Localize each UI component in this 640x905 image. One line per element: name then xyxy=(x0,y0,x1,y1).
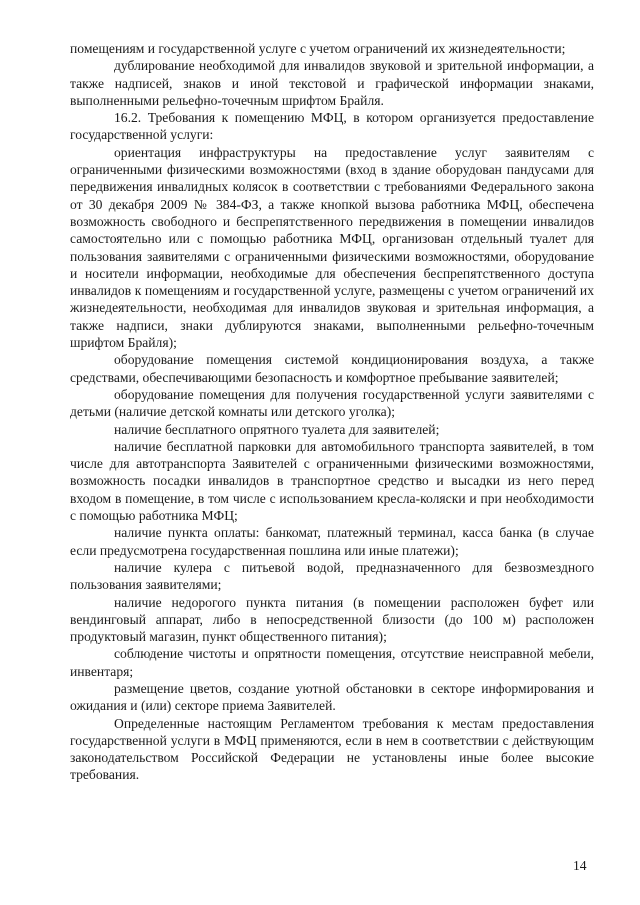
paragraph-children-room: оборудование помещения для получения государственной услуги заявителями с детьми (наличие детской комнаты или детского уголка); xyxy=(70,386,594,420)
paragraph-infrastructure: ориентация инфраструктуры на предоставление услуг заявителям с ограниченными физическими возможностями (вход в здание оборудован пандусами для передвижения инвалидных колясок в соответствии с требованиями Федерального закона от 30 декабря 2009 № 384-ФЗ, а также кнопкой вызова работника МФЦ, обеспечена возможность свободного и беспрепятственного передвижения в помещении инвалидов самостоятельно или с помощью работника МФЦ, организован отдельный туалет для пользования заявителями с ограниченными физическими возможностями, оборудование и носители информации, необходимые для обеспечения беспрепятственного доступа инвалидов к помещениям и государственной услуге, размещены с учетом ограничений их жизнедеятельности, необходимая для инвалидов звуковая и зрительная информация, а также надписи, знаки дублируются знаками, выполненными рельефно-точечным шрифтом Брайля); xyxy=(70,144,594,351)
document-body xyxy=(70,40,594,784)
page-number: 14 xyxy=(573,858,587,873)
paragraph-section-16-2-heading: 16.2. Требования к помещению МФЦ, в котором организуется предоставление государственной услуги: xyxy=(70,110,594,143)
paragraph-toilet: наличие бесплатного опрятного туалета для заявителей; xyxy=(114,421,440,437)
paragraph-water-cooler: наличие кулера с питьевой водой, предназначенного для безвозмездного пользования заявителями; xyxy=(70,559,594,593)
paragraph-cleanliness: соблюдение чистоты и опрятности помещения, отсутствие неисправной мебели, инвентаря; xyxy=(70,646,594,679)
paragraph-air-conditioning: оборудование помещения системой кондиционирования воздуха, а также средствами, обеспечивающими безопасность и комфортное пребывание заявителей; xyxy=(70,352,594,385)
paragraph-parking: наличие бесплатной парковки для автомобильного транспорта заявителей, в том числе для автотранспорта Заявителей с ограниченными физическими возможностями, возможность посадки инвалидов в транспортное средство и высадки из него перед входом в помещение, в том числе с использованием кресла-коляски и при необходимости с помощью работника МФЦ; xyxy=(70,438,594,524)
paragraph-flowers: размещение цветов, создание уютной обстановки в секторе информирования и ожидания и (или) секторе приема Заявителей. xyxy=(70,680,594,714)
paragraph-braille-duplication: дублирование необходимой для инвалидов звуковой и зрительной информации, а также надписей, знаков и иной текстовой и графической информации знаками, выполненными рельефно-точечным шрифтом Брайля. xyxy=(70,58,594,108)
paragraph-continuation: помещениям и государственной услуге с учетом ограничений их жизнедеятельности; xyxy=(70,41,566,56)
paragraph-payment-point: наличие пункта оплаты: банкомат, платежный терминал, касса банка (в случае если предусмотрена государственная пошлина или иные платежи); xyxy=(70,525,594,558)
paragraph-requirements-applicability: Определенные настоящим Регламентом требования к местам предоставления государственной услуги в МФЦ применяются, если в нем в соответствии с действующим законодательством Российской Федерации не установлены иные более высокие требования. xyxy=(70,715,594,783)
paragraph-food-point: наличие недорогого пункта питания (в помещении расположен буфет или вендинговый аппарат, либо в непосредственной близости (до 100 м) расположен продуктовый магазин, пункт общественного питания); xyxy=(70,594,594,645)
